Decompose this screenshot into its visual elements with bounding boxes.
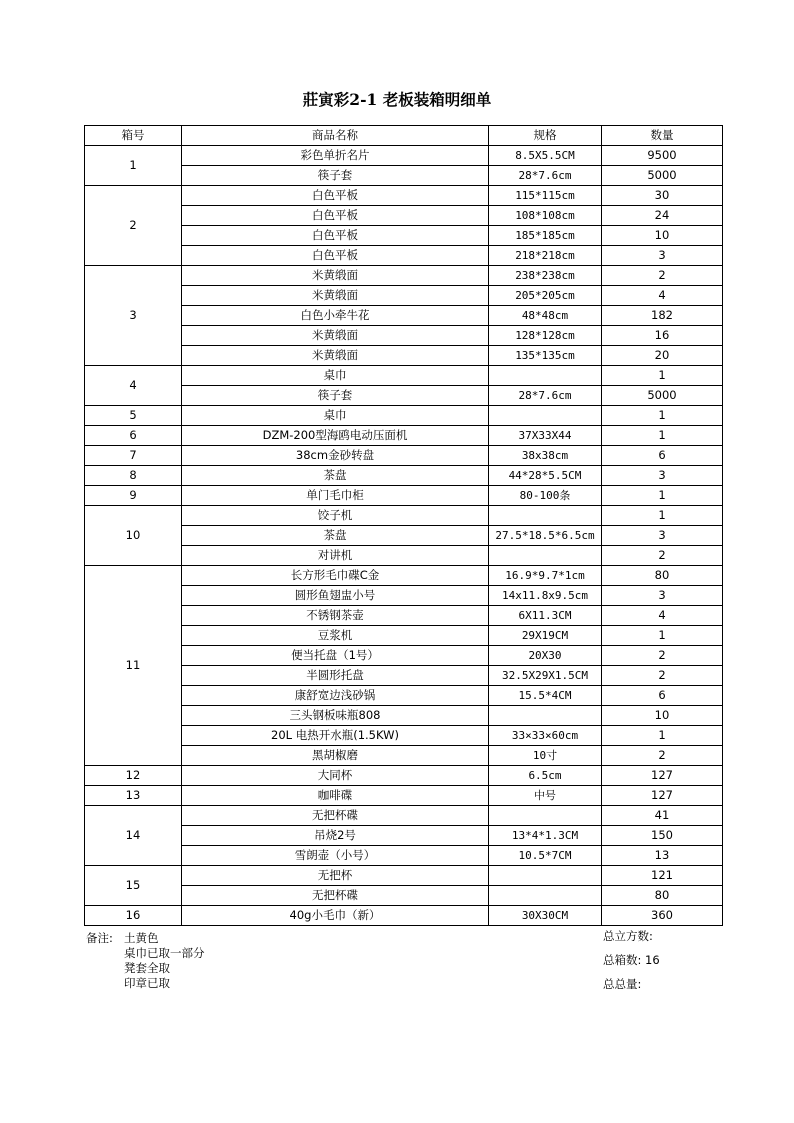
item-name-cell: 彩色单折名片 bbox=[182, 146, 489, 166]
quantity-cell: 30 bbox=[602, 186, 723, 206]
quantity-cell: 5000 bbox=[602, 166, 723, 186]
item-name-cell: 白色平板 bbox=[182, 246, 489, 266]
spec-cell: 205*205cm bbox=[489, 286, 602, 306]
header-quantity: 数量 bbox=[602, 126, 723, 146]
box-number-cell: 9 bbox=[85, 486, 182, 506]
item-name-cell: 米黄缎面 bbox=[182, 326, 489, 346]
spec-cell: 15.5*4CM bbox=[489, 686, 602, 706]
table-row bbox=[85, 266, 723, 286]
quantity-cell: 3 bbox=[602, 466, 723, 486]
spec-cell: 8.5X5.5CM bbox=[489, 146, 602, 166]
notes-section bbox=[86, 931, 205, 991]
quantity-cell: 6 bbox=[602, 686, 723, 706]
quantity-cell: 2 bbox=[602, 266, 723, 286]
note-line: 凳套全取 bbox=[124, 961, 170, 975]
table-row bbox=[85, 366, 723, 386]
box-number-cell: 4 bbox=[85, 366, 182, 406]
table-row bbox=[85, 566, 723, 586]
quantity-cell: 4 bbox=[602, 606, 723, 626]
spec-cell bbox=[489, 406, 602, 426]
quantity-cell: 127 bbox=[602, 766, 723, 786]
total-weight bbox=[603, 977, 660, 1001]
spec-cell: 44*28*5.5CM bbox=[489, 466, 602, 486]
quantity-cell: 24 bbox=[602, 206, 723, 226]
quantity-cell: 2 bbox=[602, 666, 723, 686]
quantity-cell: 80 bbox=[602, 886, 723, 906]
quantity-cell: 1 bbox=[602, 726, 723, 746]
item-name-cell: 便当托盘（1号） bbox=[182, 646, 489, 666]
spec-cell bbox=[489, 706, 602, 726]
packing-list-table bbox=[84, 125, 723, 926]
spec-cell: 10寸 bbox=[489, 746, 602, 766]
table-row bbox=[85, 506, 723, 526]
spec-cell bbox=[489, 806, 602, 826]
box-number-cell: 5 bbox=[85, 406, 182, 426]
item-name-cell: 圆形鱼翅盅小号 bbox=[182, 586, 489, 606]
table-row bbox=[85, 186, 723, 206]
box-number-cell: 16 bbox=[85, 906, 182, 926]
spec-cell: 10.5*7CM bbox=[489, 846, 602, 866]
item-name-cell: DZM-200型海鸥电动压面机 bbox=[182, 426, 489, 446]
item-name-cell: 白色小牵牛花 bbox=[182, 306, 489, 326]
box-number-cell: 13 bbox=[85, 786, 182, 806]
table-row bbox=[85, 406, 723, 426]
item-name-cell: 吊烧2号 bbox=[182, 826, 489, 846]
spec-cell bbox=[489, 886, 602, 906]
spec-cell bbox=[489, 546, 602, 566]
spec-cell: 238*238cm bbox=[489, 266, 602, 286]
table-row bbox=[85, 806, 723, 826]
item-name-cell: 桌巾 bbox=[182, 366, 489, 386]
item-name-cell: 对讲机 bbox=[182, 546, 489, 566]
item-name-cell: 米黄缎面 bbox=[182, 346, 489, 366]
total-boxes-label: 总箱数: bbox=[603, 953, 642, 967]
totals-section bbox=[603, 929, 660, 1001]
quantity-cell: 6 bbox=[602, 446, 723, 466]
item-name-cell: 无把杯碟 bbox=[182, 886, 489, 906]
quantity-cell: 10 bbox=[602, 706, 723, 726]
item-name-cell: 长方形毛巾碟C金 bbox=[182, 566, 489, 586]
note-line: 印章已取 bbox=[124, 976, 170, 990]
item-name-cell: 40g小毛巾（新） bbox=[182, 906, 489, 926]
table-row bbox=[85, 906, 723, 926]
box-number-cell: 14 bbox=[85, 806, 182, 866]
item-name-cell: 饺子机 bbox=[182, 506, 489, 526]
spec-cell: 27.5*18.5*6.5cm bbox=[489, 526, 602, 546]
spec-cell bbox=[489, 506, 602, 526]
spec-cell: 128*128cm bbox=[489, 326, 602, 346]
table-row bbox=[85, 146, 723, 166]
table-row bbox=[85, 466, 723, 486]
item-name-cell: 桌巾 bbox=[182, 406, 489, 426]
quantity-cell: 3 bbox=[602, 246, 723, 266]
quantity-cell: 41 bbox=[602, 806, 723, 826]
item-name-cell: 茶盘 bbox=[182, 526, 489, 546]
table-row bbox=[85, 766, 723, 786]
box-number-cell: 6 bbox=[85, 426, 182, 446]
quantity-cell: 9500 bbox=[602, 146, 723, 166]
box-number-cell: 8 bbox=[85, 466, 182, 486]
total-volume bbox=[603, 929, 660, 953]
note-line: 桌巾已取一部分 bbox=[124, 946, 205, 960]
item-name-cell: 米黄缎面 bbox=[182, 266, 489, 286]
item-name-cell: 不锈钢茶壶 bbox=[182, 606, 489, 626]
spec-cell bbox=[489, 366, 602, 386]
total-volume-label: 总立方数: bbox=[603, 929, 653, 943]
quantity-cell: 3 bbox=[602, 586, 723, 606]
quantity-cell: 2 bbox=[602, 746, 723, 766]
spec-cell: 28*7.6cm bbox=[489, 386, 602, 406]
spec-cell: 13*4*1.3CM bbox=[489, 826, 602, 846]
table-row bbox=[85, 426, 723, 446]
item-name-cell: 白色平板 bbox=[182, 186, 489, 206]
spec-cell: 6.5cm bbox=[489, 766, 602, 786]
quantity-cell: 182 bbox=[602, 306, 723, 326]
notes-label: 备注: bbox=[86, 931, 113, 945]
item-name-cell: 三头钢板味瓶808 bbox=[182, 706, 489, 726]
quantity-cell: 2 bbox=[602, 546, 723, 566]
spec-cell: 33×33×60cm bbox=[489, 726, 602, 746]
item-name-cell: 筷子套 bbox=[182, 166, 489, 186]
quantity-cell: 20 bbox=[602, 346, 723, 366]
quantity-cell: 16 bbox=[602, 326, 723, 346]
spec-cell: 6X11.3CM bbox=[489, 606, 602, 626]
item-name-cell: 半圆形托盘 bbox=[182, 666, 489, 686]
quantity-cell: 127 bbox=[602, 786, 723, 806]
table-body bbox=[85, 146, 723, 926]
quantity-cell: 4 bbox=[602, 286, 723, 306]
item-name-cell: 筷子套 bbox=[182, 386, 489, 406]
quantity-cell: 121 bbox=[602, 866, 723, 886]
spec-cell: 135*135cm bbox=[489, 346, 602, 366]
table-row bbox=[85, 446, 723, 466]
spec-cell: 28*7.6cm bbox=[489, 166, 602, 186]
spec-cell bbox=[489, 866, 602, 886]
spec-cell: 115*115cm bbox=[489, 186, 602, 206]
item-name-cell: 米黄缎面 bbox=[182, 286, 489, 306]
header-box-no: 箱号 bbox=[85, 126, 182, 146]
quantity-cell: 5000 bbox=[602, 386, 723, 406]
box-number-cell: 10 bbox=[85, 506, 182, 566]
quantity-cell: 1 bbox=[602, 486, 723, 506]
table-row bbox=[85, 486, 723, 506]
quantity-cell: 3 bbox=[602, 526, 723, 546]
quantity-cell: 10 bbox=[602, 226, 723, 246]
total-weight-label: 总总量: bbox=[603, 977, 642, 991]
item-name-cell: 白色平板 bbox=[182, 226, 489, 246]
box-number-cell: 15 bbox=[85, 866, 182, 906]
spec-cell: 14x11.8x9.5cm bbox=[489, 586, 602, 606]
item-name-cell: 无把杯碟 bbox=[182, 806, 489, 826]
item-name-cell: 茶盘 bbox=[182, 466, 489, 486]
spec-cell: 185*185cm bbox=[489, 226, 602, 246]
quantity-cell: 1 bbox=[602, 366, 723, 386]
table-row bbox=[85, 866, 723, 886]
box-number-cell: 11 bbox=[85, 566, 182, 766]
quantity-cell: 13 bbox=[602, 846, 723, 866]
quantity-cell: 80 bbox=[602, 566, 723, 586]
spec-cell: 32.5X29X1.5CM bbox=[489, 666, 602, 686]
spec-cell: 20X30 bbox=[489, 646, 602, 666]
item-name-cell: 康舒宽边浅砂锅 bbox=[182, 686, 489, 706]
quantity-cell: 1 bbox=[602, 426, 723, 446]
quantity-cell: 150 bbox=[602, 826, 723, 846]
spec-cell: 中号 bbox=[489, 786, 602, 806]
spec-cell: 80-100条 bbox=[489, 486, 602, 506]
box-number-cell: 12 bbox=[85, 766, 182, 786]
spec-cell: 38x38cm bbox=[489, 446, 602, 466]
spec-cell: 218*218cm bbox=[489, 246, 602, 266]
item-name-cell: 白色平板 bbox=[182, 206, 489, 226]
box-number-cell: 3 bbox=[85, 266, 182, 366]
table-header-row bbox=[85, 126, 723, 146]
spec-cell: 37X33X44 bbox=[489, 426, 602, 446]
page-title: 莊寅彩2-1 老板装箱明细单 bbox=[302, 90, 492, 109]
box-number-cell: 1 bbox=[85, 146, 182, 186]
spec-cell: 16.9*9.7*1cm bbox=[489, 566, 602, 586]
total-boxes bbox=[603, 953, 660, 977]
item-name-cell: 大同杯 bbox=[182, 766, 489, 786]
item-name-cell: 38cm金砂转盘 bbox=[182, 446, 489, 466]
item-name-cell: 20L 电热开水瓶(1.5KW) bbox=[182, 726, 489, 746]
item-name-cell: 咖啡碟 bbox=[182, 786, 489, 806]
note-line: 土黄色 bbox=[124, 931, 159, 945]
item-name-cell: 黑胡椒磨 bbox=[182, 746, 489, 766]
box-number-cell: 2 bbox=[85, 186, 182, 266]
spec-cell: 108*108cm bbox=[489, 206, 602, 226]
header-spec: 规格 bbox=[489, 126, 602, 146]
quantity-cell: 1 bbox=[602, 626, 723, 646]
item-name-cell: 豆浆机 bbox=[182, 626, 489, 646]
box-number-cell: 7 bbox=[85, 446, 182, 466]
table-row bbox=[85, 786, 723, 806]
spec-cell: 30X30CM bbox=[489, 906, 602, 926]
header-item-name: 商品名称 bbox=[182, 126, 489, 146]
item-name-cell: 单门毛巾柜 bbox=[182, 486, 489, 506]
total-boxes-value: 16 bbox=[645, 953, 660, 967]
quantity-cell: 2 bbox=[602, 646, 723, 666]
quantity-cell: 360 bbox=[602, 906, 723, 926]
item-name-cell: 雪朗壶（小号） bbox=[182, 846, 489, 866]
item-name-cell: 无把杯 bbox=[182, 866, 489, 886]
quantity-cell: 1 bbox=[602, 506, 723, 526]
spec-cell: 48*48cm bbox=[489, 306, 602, 326]
spec-cell: 29X19CM bbox=[489, 626, 602, 646]
quantity-cell: 1 bbox=[602, 406, 723, 426]
